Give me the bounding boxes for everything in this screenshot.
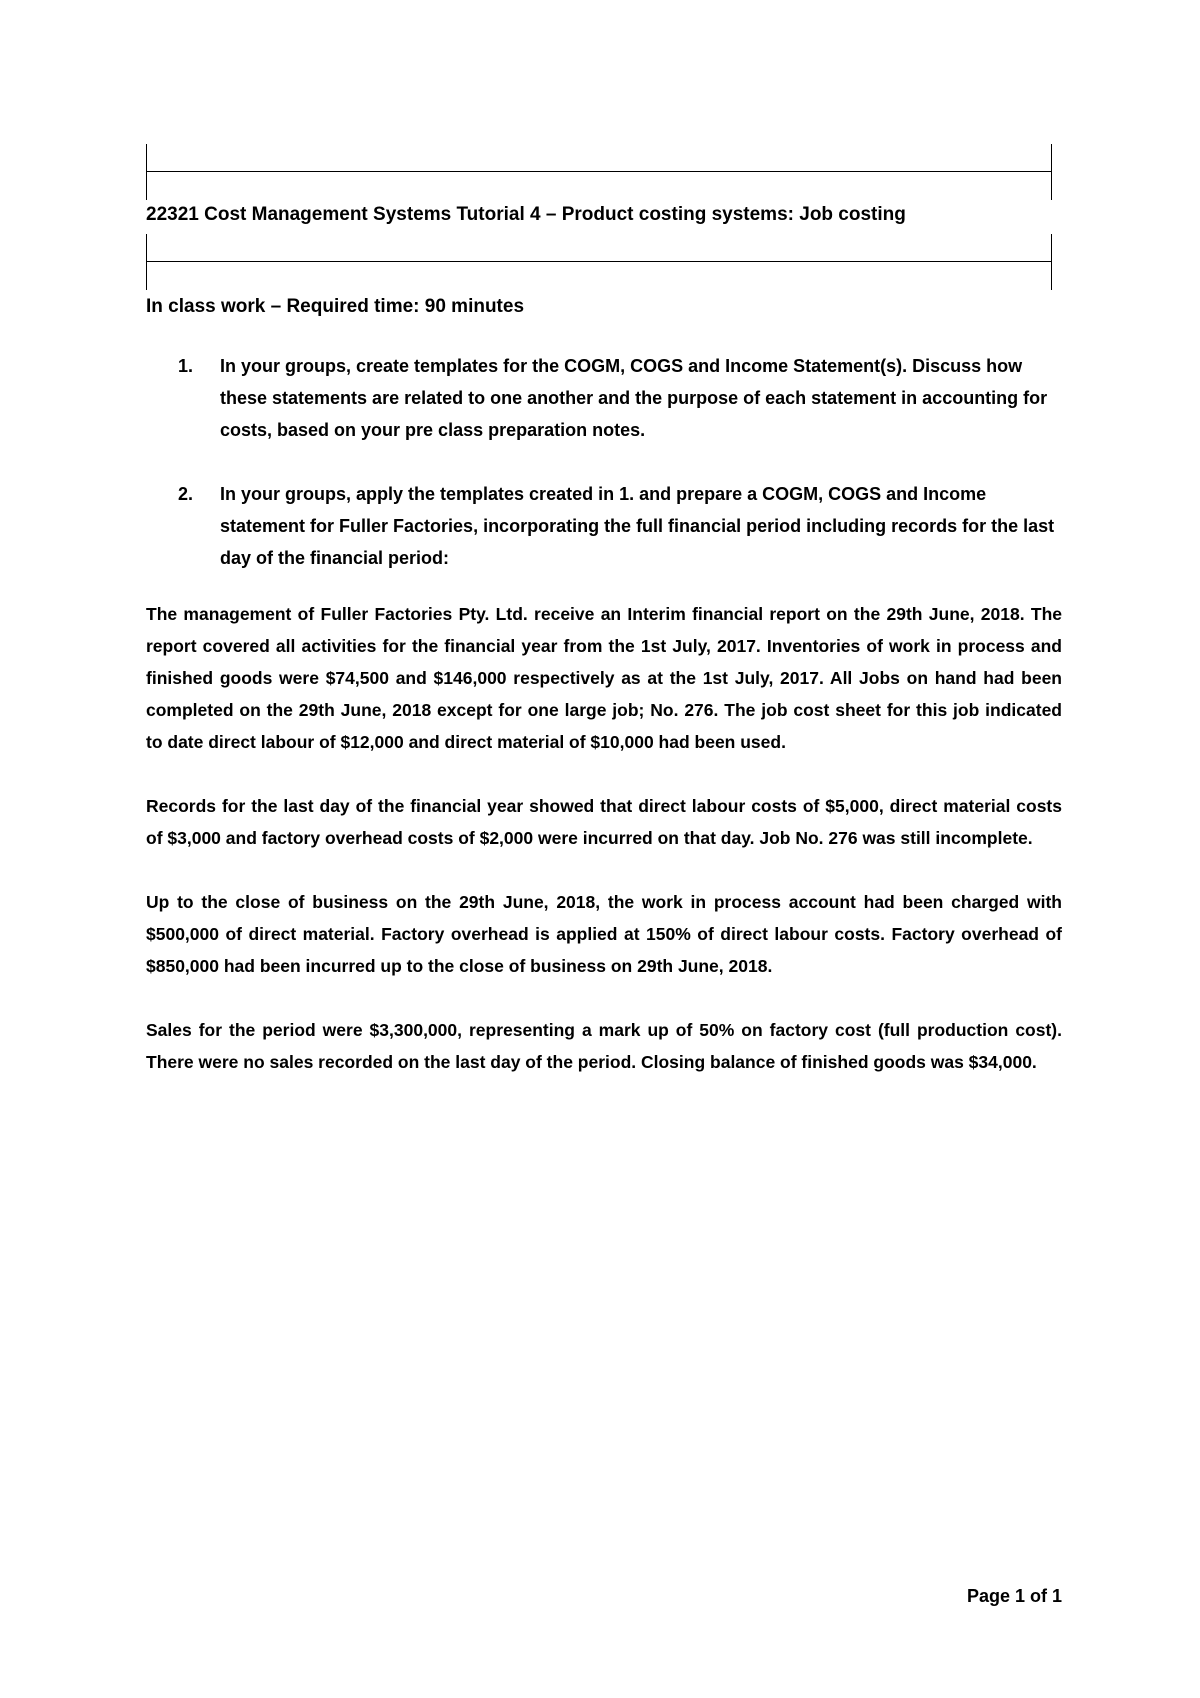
top-divider-rule — [146, 144, 1052, 172]
case-description — [146, 598, 1062, 1110]
case-paragraph: The management of Fuller Factories Pty. Ltd. receive an Interim financial report on the 29th June, 2018. The report covered all activities for the financial year from the 1st July, 2017. Inventories of work in process and finished goods were $74,500 and $146,000 respectively as at the 1st July, 2017. All Jobs on hand had been completed on the 29th June, 2018 except for one large job; No. 276. The job cost sheet for this job indicated to date direct labour of $12,000 and direct material of $10,000 had been used. — [146, 604, 1062, 752]
question-list — [146, 350, 1066, 606]
page-number-footer: Page 1 of 1 — [966, 1586, 1062, 1606]
document-title: 22321 Cost Management Systems Tutorial 4 – Product costing systems: Job costing — [146, 204, 906, 225]
question-number: 1. — [178, 356, 194, 376]
question-text: In your groups, create templates for the COGM, COGS and Income Statement(s). Discuss how these statements are related to one another and the purpose of each statement in accounting for costs, based on your pre class preparation notes. — [220, 356, 1048, 440]
question-number: 2. — [178, 484, 194, 504]
question-item — [146, 478, 1066, 574]
question-item — [146, 350, 1066, 446]
case-paragraph: Sales for the period were $3,300,000, representing a mark up of 50% on factory cost (full production cost). There were no sales recorded on the last day of the period. Closing balance of finished goods was $34,000. — [146, 1020, 1062, 1072]
case-paragraph: Records for the last day of the financial year showed that direct labour costs of $5,000, direct material costs of $3,000 and factory overhead costs of $2,000 were incurred on that day. Job No. 276 was still incomplete. — [146, 796, 1062, 848]
in-class-work-heading: In class work – Required time: 90 minutes — [146, 296, 525, 317]
case-paragraph: Up to the close of business on the 29th June, 2018, the work in process account had been charged with $500,000 of direct material. Factory overhead is applied at 150% of direct labour costs. Factory overhead of $850,000 had been incurred up to the close of business on 29th June, 2018. — [146, 892, 1062, 976]
bottom-divider-rule — [146, 234, 1052, 262]
question-text: In your groups, apply the templates created in 1. and prepare a COGM, COGS and Income statement for Fuller Factories, incorporating the full financial period including records for the last day of the financial period: — [220, 484, 1055, 568]
